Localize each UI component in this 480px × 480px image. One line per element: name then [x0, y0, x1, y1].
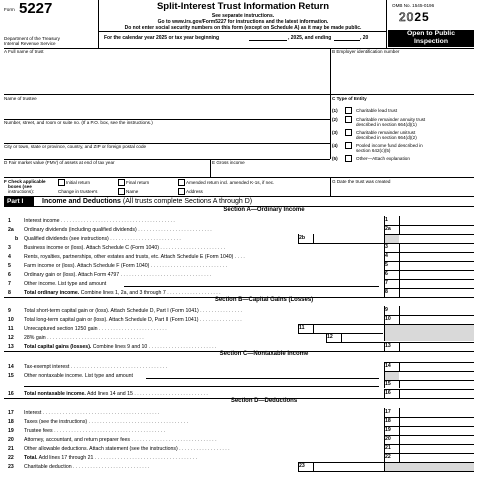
- line-11-amount-field[interactable]: [313, 324, 383, 333]
- line-7-row: 7 Other income. List type and amount 7: [4, 279, 474, 288]
- type-of-entity-label: C Type of Entity: [332, 96, 367, 101]
- line-6-row: 6 Ordinary gain or (loss). Attach Form 4797 . . . . . . . . . . . . . . . . . . . . . . . . . . . . . . . . 6: [4, 270, 474, 279]
- omb-number: OMB No. 1545-0196: [392, 3, 435, 8]
- line-14-row: 14 Tax-exempt interest . . . . . . . . . . . . . . . . . . . . . . . . . . . . . . . . . . 14: [4, 362, 474, 371]
- full-name-of-trust-field[interactable]: [4, 55, 329, 93]
- line-16-row: 16 Total nontaxable income. Add lines 14 and 15 . . . . . . . . . . . . . . . . . . . . . . . . . . 16: [4, 389, 474, 398]
- form-5227-page: Form 5227 Department of the Treasury Internal Revenue Service Split-Interest Trust Information Return See separate instructions. Go to www.irs.gov/Form5227 for instructions and the latest information. Do not enter social security numbers on this form (except on Schedule A) as it may be made public. For the calendar year 2025 or tax year beginning , 2025, and ending , 20 OMB No. 1545-0196 2025 Open to Public Inspection A Full name of trust B Employer identification number Name of trustee C Type of Entity Number, street, and room or suite no. (If a P.O. box, see the instructions.) City or town, state or province, country, and ZIP or foreign postal code (1) Charitable lead trust (2) Charitable remainder annuity trust described in section 664(d)(1) (3) Charitable remainder unitrust described in section 664(d)(2) (4) Pooled income fund described in section 642(c)(5) (5) Other—Attach explanation D Fair market value (FMV) of assets at end of tax year E Gross income F Check applicable boxes (see instructions): Initial return Final return Amended return incl. amended K-1s, if nec. Change in trustee's Name Address G Date the trust was created Part I Income and Deductions (All trusts complete Sections A through D) Section A—Ordinary Income 1 Interest income . . . . . . . . . . . . . . . . . . . . . . . . . . . . . . . . . . . . . . . . 1 2a Ordinary dividends (including qualified dividends) . . . . . . . . . . . . . . . . . . . . . . . . . . 2a b Qualified dividends (see instructions) . . . . . . . . . . . . . . . . . . . . . . . . . 2b 3 Business income or (loss). Attach Schedule C (Form 1040) . . . . . . . . . . . . . . . . . . . . . . . 3 4 Rents, royalties, partnerships, other estates and trusts, etc. Attach Schedule E (Form 1040) . . . . 4 5 Farm income or (loss). Attach Schedule F (Form 1040) . . . . . . . . . . . . . . . . . . . . . . . . . . . 5 6 Ordinary gain or (loss). Attach Form 4797 . . . . . . . . . . . . . . . . . . . . . . . . . . . . . . . . 6 7 Other income. List type and amount 7 8 Total ordinary income. Combine lines 1, 2a, and 3 through 7 . . . . . . . . . . . . . . . . . . . 8 Section B—Capital Gains (Losses) 9 Total short-term capital gain or (loss). Attach Schedule D, Part I (Form 1041) . . . . . . . . . . . . . . . 9 10 Total long-term capital gain or (loss). Attach Schedule D, Part II (Form 1041) . . . . . . . . . . . . . . . 10 11 Unrecaptured section 1250 gain . . . . . . . . . . . . . . . . . . . . . . . . 11 12 28% gain . . . . . . . . . . . . . . . . . . . . . . . . . . . . . . . . . . 12 13 Total capital gains (losses). Combine lines 9 and 10 . . . . . . . . . . . . . . . . . . . . . . . . 13 Section C—Nontaxable Income 14 Tax-exempt interest . . . . . . . . . . . . . . . . . . . . . . . . . . . . . . . . . . 14 15 Other nontaxable income. List type and amount 15 16 Total nontaxable income. Add lines 14 and 15 . . . . . . . . . . . . . . . . . . . . . . . . . . 16 Section D—Deductions 17 Interest . . . . . . . . . . . . . . . . . . . . . . . . . . . . . . . . . . . . . . . . . 17 18 Taxes (see the instructions) . . . . . . . . . . . . . . . . . . . . . . . . . . . . . . . . . . . 18 19 Trustee fees . . . . . . . . . . . . . . . . . . . . . . . . . . . . . . . . . . . . . . . 19 20 Attorney, accountant, and return preparer fees . . . . . . . . . . . . . . . . . . . . . . . . . . . . . . 20 21 Other allowable deductions. Attach statement (see the instructions) . . . . . . . . . . . . . . . . . . 21 22 Total. Add lines 17 through 21 . . . . . . . . . . . . . . . . . . . . . . . . . . . . . . . . . . . . 22 23 Charitable deduction . . . . . . . . . . . . . . . . . . . . . . . . . . . 23: [4, 0, 474, 480]
- amended-return-checkbox[interactable]: [178, 179, 185, 186]
- line-12-row: 12 28% gain . . . . . . . . . . . . . . . . . . . . . . . . . . . . . . . . . . 12: [4, 333, 474, 342]
- line-22-amount-field[interactable]: [399, 453, 474, 462]
- line-5-amount-field[interactable]: [399, 261, 474, 270]
- section-d-heading: Section D—Deductions: [230, 398, 298, 404]
- subtitle-instructions: See separate instructions.: [211, 13, 275, 19]
- full-name-of-trust-label: A Full name of trust: [4, 49, 44, 54]
- line-2b-row: b Qualified dividends (see instructions) . . . . . . . . . . . . . . . . . . . . . . . . . 2b: [4, 234, 474, 243]
- line-9-amount-field[interactable]: [399, 306, 474, 315]
- line-10-amount-field[interactable]: [399, 315, 474, 324]
- line-7-other-income-field[interactable]: [124, 286, 379, 287]
- line-7-amount-field[interactable]: [399, 279, 474, 288]
- line-19-row: 19 Trustee fees . . . . . . . . . . . . . . . . . . . . . . . . . . . . . . . . . . . . . . . 19: [4, 426, 474, 435]
- calendar-year-label: For the calendar year 2025 or tax year beginning: [104, 35, 220, 41]
- line-2b-amount-field[interactable]: [313, 234, 383, 243]
- line-15-other-nontaxable-field[interactable]: [146, 378, 379, 379]
- subtitle-ssn-warning: Do not enter social security numbers on this form (except on Schedule A) as it may be made public.: [124, 25, 362, 31]
- section-b-heading: Section B—Capital Gains (Losses): [214, 297, 314, 303]
- form-title: Split-Interest Trust Information Return: [156, 1, 330, 12]
- entity-type-other-checkbox[interactable]: [345, 155, 352, 162]
- line-8-amount-field[interactable]: [399, 288, 474, 297]
- city-state-zip-field[interactable]: [4, 150, 329, 158]
- line-18-row: 18 Taxes (see the instructions) . . . . . . . . . . . . . . . . . . . . . . . . . . . . . . . . . . . 18: [4, 417, 474, 426]
- form-word: Form: [4, 7, 15, 12]
- line-15-row: 15 Other nontaxable income. List type and amount 15: [4, 371, 474, 388]
- city-state-zip-label: City or town, state or province, country, and ZIP or foreign postal code: [4, 144, 147, 149]
- line-13-row: 13 Total capital gains (losses). Combine lines 9 and 10 . . . . . . . . . . . . . . . . . . . . . . . . 13: [4, 342, 474, 351]
- line-21-row: 21 Other allowable deductions. Attach statement (see the instructions) . . . . . . . . . . . . . . . . . . 21: [4, 444, 474, 453]
- gross-income-field[interactable]: [212, 166, 329, 176]
- line-2a-amount-field[interactable]: [399, 225, 474, 234]
- part-1-heading: Income and Deductions (All trusts complete Sections A through D): [42, 198, 253, 205]
- line-19-amount-field[interactable]: [399, 426, 474, 435]
- gross-income-label: E Gross income: [212, 160, 245, 165]
- entity-type-charitable-lead-checkbox[interactable]: [345, 107, 352, 114]
- line-17-amount-field[interactable]: [399, 408, 474, 417]
- entity-type-pooled-income-fund-checkbox[interactable]: [345, 142, 352, 149]
- section-c-heading: Section C—Nontaxable Income: [219, 351, 309, 357]
- date-trust-created-field[interactable]: [332, 185, 472, 195]
- line-5-row: 5 Farm income or (loss). Attach Schedule F (Form 1040) . . . . . . . . . . . . . . . . . . . . . . . . . . . 5: [4, 261, 474, 270]
- entity-type-unitrust-checkbox[interactable]: [345, 129, 352, 136]
- name-of-trustee-field[interactable]: [4, 102, 329, 118]
- fmv-assets-field[interactable]: [4, 166, 209, 176]
- final-return-checkbox[interactable]: [118, 179, 125, 186]
- line-15-amount-field[interactable]: [399, 380, 474, 389]
- line-17-row: 17 Interest . . . . . . . . . . . . . . . . . . . . . . . . . . . . . . . . . . . . . . . . . 17: [4, 408, 474, 417]
- section-a-heading: Section A—Ordinary Income: [223, 207, 305, 213]
- line-16-amount-field[interactable]: [399, 389, 474, 398]
- form-number: 5227: [19, 0, 53, 17]
- open-to-public-badge: Open to Public Inspection: [388, 30, 474, 47]
- fmv-assets-label: D Fair market value (FMV) of assets at end of tax year: [4, 160, 115, 165]
- subtitle-url: Go to www.irs.gov/Form5227 for instructions and the latest information.: [157, 19, 329, 25]
- address-change-checkbox[interactable]: [178, 188, 185, 195]
- ein-label: B Employer identification number: [332, 49, 400, 54]
- ein-field[interactable]: [332, 55, 472, 93]
- line-20-row: 20 Attorney, accountant, and return preparer fees . . . . . . . . . . . . . . . . . . . . . . . . . . . . . . 20: [4, 435, 474, 444]
- street-address-label: Number, street, and room or suite no. (If a P.O. box, see the instructions.): [4, 120, 153, 125]
- line-1-row: 1 Interest income . . . . . . . . . . . . . . . . . . . . . . . . . . . . . . . . . . . . . . . . 1: [4, 216, 474, 225]
- street-address-field[interactable]: [4, 126, 329, 142]
- name-of-trustee-label: Name of trustee: [4, 96, 37, 101]
- line-10-row: 10 Total long-term capital gain or (loss). Attach Schedule D, Part II (Form 1041) . . . . . . . . . . . . . . . 10: [4, 315, 474, 324]
- line-1-amount-field[interactable]: [399, 216, 474, 225]
- initial-return-checkbox[interactable]: [58, 179, 65, 186]
- line-18-amount-field[interactable]: [399, 417, 474, 426]
- line-14-amount-field[interactable]: [399, 362, 474, 371]
- line-4-row: 4 Rents, royalties, partnerships, other estates and trusts, etc. Attach Schedule E (Form 1040) . . . . 4: [4, 252, 474, 261]
- calendar-year-mid: , 2025, and ending: [288, 35, 332, 41]
- check-applicable-label: F Check applicable: [4, 179, 46, 184]
- line-12-amount-field[interactable]: [341, 333, 383, 342]
- irs-line: Internal Revenue Service: [4, 41, 56, 46]
- part-1-tag: Part I: [4, 197, 34, 206]
- line-21-amount-field[interactable]: [399, 444, 474, 453]
- calendar-year-end: , 20: [360, 35, 369, 41]
- line-20-amount-field[interactable]: [399, 435, 474, 444]
- tax-year: 2025: [399, 10, 430, 24]
- line-2a-row: 2a Ordinary dividends (including qualified dividends) . . . . . . . . . . . . . . . . . . . . . . . . . . 2a: [4, 225, 474, 234]
- line-3-amount-field[interactable]: [399, 243, 474, 252]
- line-4-amount-field[interactable]: [399, 252, 474, 261]
- line-8-row: 8 Total ordinary income. Combine lines 1, 2a, and 3 through 7 . . . . . . . . . . . . . . . . . . . 8: [4, 288, 474, 297]
- line-3-row: 3 Business income or (loss). Attach Schedule C (Form 1040) . . . . . . . . . . . . . . . . . . . . . . . 3: [4, 243, 474, 252]
- date-trust-created-label: G Date the trust was created: [332, 179, 391, 184]
- line-6-amount-field[interactable]: [399, 270, 474, 279]
- department-line: Department of the Treasury: [4, 36, 60, 41]
- name-change-checkbox[interactable]: [118, 188, 125, 195]
- line-22-row: 22 Total. Add lines 17 through 21 . . . . . . . . . . . . . . . . . . . . . . . . . . . . . . . . . . . . 22: [4, 453, 474, 462]
- line-9-row: 9 Total short-term capital gain or (loss). Attach Schedule D, Part I (Form 1041) . . . . . . . . . . . . . . . 9: [4, 306, 474, 315]
- line-23-amount-field[interactable]: [313, 462, 383, 471]
- line-11-row: 11 Unrecaptured section 1250 gain . . . . . . . . . . . . . . . . . . . . . . . . 11: [4, 324, 474, 333]
- line-13-amount-field[interactable]: [399, 342, 474, 351]
- entity-type-annuity-trust-checkbox[interactable]: [345, 116, 352, 123]
- line-23-row: 23 Charitable deduction . . . . . . . . . . . . . . . . . . . . . . . . . . . 23: [4, 462, 474, 471]
